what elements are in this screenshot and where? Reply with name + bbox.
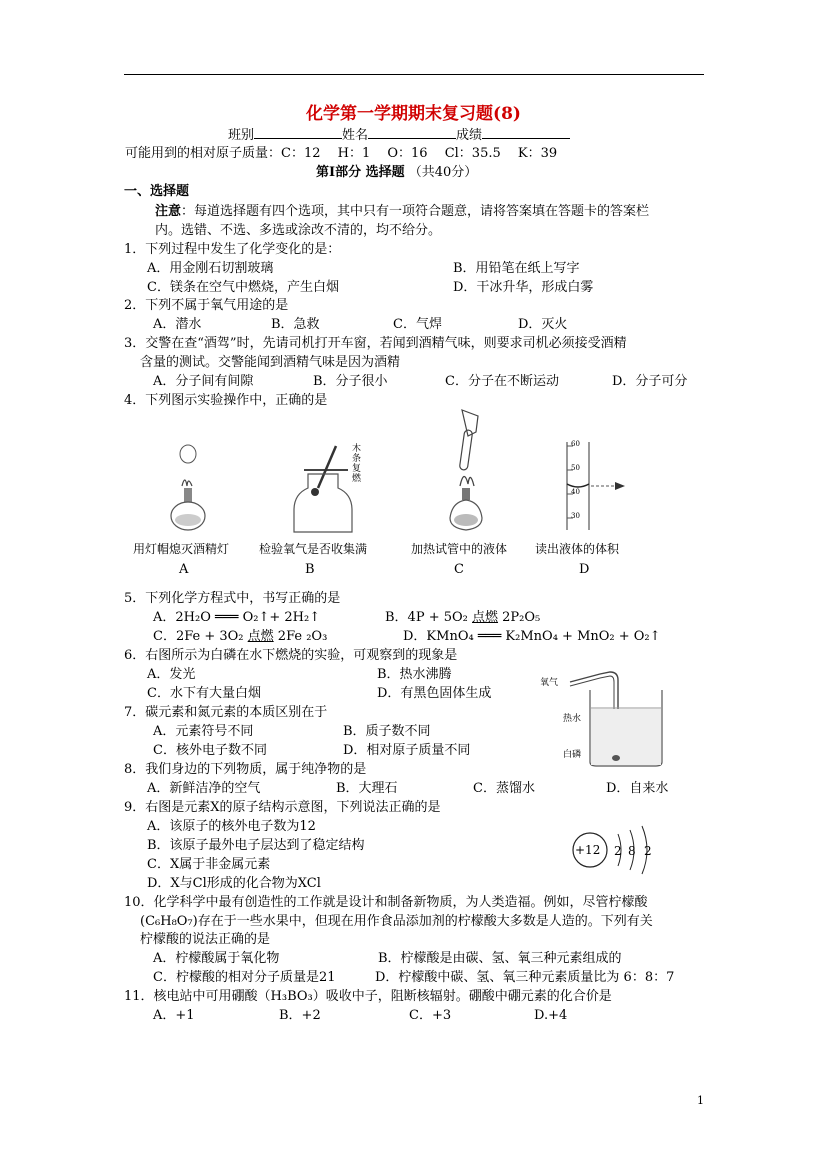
q3-option-c[interactable]: C．分子在不断运动: [445, 374, 559, 389]
q8-stem: 8．我们身边的下列物质，属于纯净物的是: [124, 762, 367, 777]
q10-option-c[interactable]: C．柠檬酸的相对分子质量是21: [153, 970, 336, 985]
section-heading: 一、选择题: [124, 184, 190, 199]
fig-a-letter: A: [179, 562, 189, 577]
q6-option-b[interactable]: B．热水沸腾: [377, 667, 452, 682]
note-text: ：每道选择题有四个选项，其中只有一项符合题意，请将答案填在答题卡的答案栏: [181, 204, 650, 219]
cylinder-tick-30: 30: [571, 512, 580, 520]
q9-option-b[interactable]: B．该原子最外电子层达到了稳定结构: [147, 838, 365, 853]
score-label: 成绩: [456, 128, 483, 143]
q5-b-lhs: B．4P + 5O₂: [385, 610, 473, 625]
q3-option-b[interactable]: B．分子很小: [313, 374, 388, 389]
q8-option-b[interactable]: B．大理石: [336, 781, 398, 796]
note-line-1: [155, 203, 649, 220]
shell-2-electrons: 8: [628, 844, 636, 858]
q2-stem: 2．下列不属于氧气用途的是: [124, 298, 289, 313]
q7-option-c[interactable]: C．核外电子数不同: [153, 743, 267, 758]
shell-3-electrons: 2: [644, 844, 652, 858]
fig-a-caption: 用灯帽熄灭酒精灯: [133, 542, 230, 556]
q10-option-b[interactable]: B．柠檬酸是由碳、氢、氧三种元素组成的: [378, 951, 622, 966]
q11-stem: 11．核电站中可用硼酸（H₃BO₃）吸收中子，阻断核辐射。硼酸中硼元素的化合价是: [124, 989, 612, 1004]
q5-option-d[interactable]: D．KMnO₄ ═══ K₂MnO₄ + MnO₂ + O₂↑: [403, 629, 661, 644]
q4-stem: 4．下列图示实验操作中，正确的是: [124, 393, 328, 408]
q9-option-a[interactable]: A．该原子的核外电子数为12: [147, 819, 316, 834]
class-label: 班别: [228, 128, 255, 143]
cylinder-tick-40: 40: [571, 488, 580, 496]
q1-option-b[interactable]: B．用铅笔在纸上写字: [453, 261, 580, 276]
q1-option-d[interactable]: D．干冰升华，形成白雾: [453, 280, 594, 295]
q2-option-d[interactable]: D．灭火: [518, 317, 568, 332]
cylinder-tick-60: 60: [571, 440, 580, 448]
q9-option-d[interactable]: D．X与Cl形成的化合物为XCl: [147, 876, 321, 891]
q6-option-c[interactable]: C．水下有大量白烟: [147, 686, 261, 701]
q3-stem-line2: 含量的测试。交警能闻到酒精气味是因为酒精: [140, 355, 401, 370]
q2-option-a[interactable]: A．潜水: [153, 317, 202, 332]
cylinder-tick-50: 50: [571, 464, 580, 472]
fig-b-caption: 检验氧气是否收集满: [259, 542, 368, 556]
q11-option-b[interactable]: B．+2: [279, 1008, 321, 1023]
q7-option-d[interactable]: D．相对原子质量不同: [343, 743, 471, 758]
q1-stem: 1．下列过程中发生了化学变化的是：: [124, 242, 341, 257]
q8-option-d[interactable]: D．自来水: [606, 781, 669, 796]
shell-1-electrons: 2: [614, 844, 622, 858]
q1-option-a[interactable]: A．用金刚石切割玻璃: [147, 261, 274, 276]
q6-option-d[interactable]: D．有黑色固体生成: [377, 686, 492, 701]
splint-label: 木条复燃: [352, 444, 362, 484]
part1-points: （共40分）: [408, 165, 478, 180]
q7-option-a[interactable]: A．元素符号不同: [153, 724, 254, 739]
top-rule: [124, 74, 704, 75]
q11-option-a[interactable]: A．+1: [153, 1008, 195, 1023]
q10-option-a[interactable]: A．柠檬酸属于氧化物: [153, 951, 280, 966]
page-number: 1: [697, 1094, 704, 1107]
page-title: 化学第一学期期末复习题(8): [306, 104, 521, 124]
q10-stem-line2: (C₆H₈O₇)存在于一些水果中，但现在用作食品添加剂的柠檬酸大多数是人造的。下列有关: [140, 914, 653, 929]
nucleus-charge: +12: [575, 843, 601, 857]
q11-option-c[interactable]: C．+3: [409, 1008, 452, 1023]
q5-c-rhs: 2Fe ₂O₃: [273, 629, 328, 644]
q5-c-condition: 点燃: [247, 629, 274, 644]
fig-d-letter: D: [579, 562, 590, 577]
q11-option-d[interactable]: D.+4: [534, 1008, 568, 1023]
q10-option-d[interactable]: D．柠檬酸中碳、氢、氧三种元素质量比为 6：8：7: [375, 970, 675, 985]
atomic-mass-line: 可能用到的相对原子质量：C：12 H：1 O：16 Cl：35.5 K：39: [125, 146, 558, 161]
q5-option-c[interactable]: [153, 628, 327, 645]
name-label: 姓名: [342, 128, 369, 143]
q5-b-rhs: 2P₂O₅: [498, 610, 541, 625]
fig-b-letter: B: [305, 562, 315, 577]
q2-option-c[interactable]: C．气焊: [393, 317, 442, 332]
q9-option-c[interactable]: C．X属于非金属元素: [147, 857, 271, 872]
note-line-2: 内。选错、不选、多选或涂改不清的，均不给分。: [155, 223, 442, 238]
q10-stem-line3: 柠檬酸的说法正确的是: [140, 932, 271, 947]
q5-option-a[interactable]: A．2H₂O ═══ O₂↑+ 2H₂↑: [153, 610, 321, 625]
q6-option-a[interactable]: A．发光: [147, 667, 196, 682]
score-field[interactable]: [482, 125, 570, 139]
q6-stem: 6．右图所示为白磷在水下燃烧的实验，可观察到的现象是: [124, 648, 458, 663]
graduated-cylinder-figure: [555, 438, 635, 533]
class-field[interactable]: [254, 125, 342, 139]
q3-option-d[interactable]: D．分子可分: [612, 374, 688, 389]
q9-stem: 9．右图是元素X的原子结构示意图，下列说法正确的是: [124, 800, 441, 815]
part1-title: 第Ⅰ部分 选择题: [316, 165, 405, 180]
name-field[interactable]: [368, 125, 456, 139]
note-label: 注意: [155, 204, 182, 219]
fig-c-caption: 加热试管中的液体: [411, 542, 508, 556]
part1-heading: [316, 164, 477, 181]
test-tube-heating-figure: [440, 408, 500, 536]
fig-d-caption: 读出液体的体积: [535, 542, 620, 556]
q3-option-a[interactable]: A．分子间有间隙: [153, 374, 254, 389]
fig6-hot-water-label: 热水: [563, 714, 582, 724]
fig6-phosphorus-label: 白磷: [563, 750, 582, 760]
q5-b-condition: 点燃: [472, 610, 499, 625]
q7-stem: 7．碳元素和氮元素的本质区别在于: [124, 705, 328, 720]
q5-stem: 5．下列化学方程式中，书写正确的是: [124, 591, 341, 606]
fig6-oxygen-label: 氧气: [540, 678, 559, 688]
q8-option-a[interactable]: A．新鲜洁净的空气: [147, 781, 261, 796]
q1-option-c[interactable]: C．镁条在空气中燃烧，产生白烟: [147, 280, 339, 295]
q3-stem-line1: 3．交警在查“酒驾”时，先请司机打开车窗，若闻到酒精气味，则要求司机必须接受酒精: [124, 336, 627, 351]
q5-c-lhs: C．2Fe + 3O₂: [153, 629, 248, 644]
q10-stem-line1: 10．化学科学中最有创造性的工作就是设计和制备新物质，为人类造福。例如，尽管柠檬酸: [124, 895, 648, 910]
q7-option-b[interactable]: B．质子数不同: [343, 724, 431, 739]
q5-option-b[interactable]: [385, 609, 540, 626]
q8-option-c[interactable]: C．蒸馏水: [473, 781, 535, 796]
q2-option-b[interactable]: B．急救: [271, 317, 320, 332]
student-info-line: [228, 125, 570, 144]
fig-c-letter: C: [454, 562, 464, 577]
alcohol-lamp-figure: [160, 440, 220, 535]
